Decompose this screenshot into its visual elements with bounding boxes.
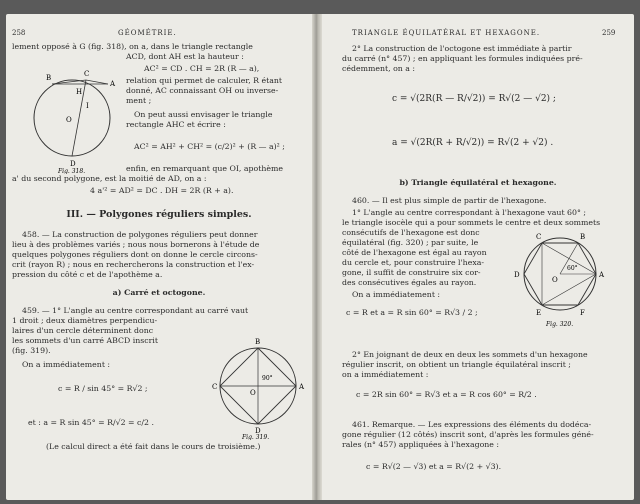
text-line: crit (rayon R) ; nous en rechercherons la construction et l'ex- <box>12 260 255 269</box>
text-line: a' du second polygone, est la moitié de AD, on a : <box>12 174 207 183</box>
text-line: cédemment, on a : <box>342 64 416 73</box>
angle-label: 90° <box>262 375 273 382</box>
label-d: D <box>514 271 520 279</box>
text-line: ment ; <box>126 96 152 105</box>
text-line: ACD, dont AH est la hauteur : <box>126 52 244 61</box>
equation: c = R / sin 45° = R√2 ; <box>58 384 148 393</box>
running-head-left: GÉOMÉTRIE. <box>118 29 177 37</box>
text-line: pression du côté c et de l'apothème a. <box>12 270 163 279</box>
text-line: du carré (n° 457) ; en appliquant les formules indiquées pré- <box>342 54 583 63</box>
angle-label: 60° <box>567 265 578 272</box>
text-line: gone, il suffit de construire six cor- <box>342 268 481 277</box>
text-line: quelques polygones réguliers dont on donne le cercle circons- <box>12 250 258 259</box>
equation: AC² = CD . CH = 2R (R — a), <box>144 64 260 73</box>
subsection-title: b) Triangle équilatéral et hexagone. <box>399 178 557 187</box>
text-line: 461. Remarque. — Les expressions des éléments du dodéca- <box>352 420 592 429</box>
label-b: B <box>46 74 52 82</box>
text-line: régulier inscrit, on obtient un triangle équilatéral inscrit ; <box>342 360 571 369</box>
figure-caption: Fig. 319. <box>242 434 270 440</box>
text-line: 459. — 1° L'angle au centre correspondant au carré vaut <box>22 306 249 315</box>
label-o: O <box>250 389 256 397</box>
figure-320 <box>510 224 612 330</box>
equation: 4 a'² = AD² = DC . DH = 2R (R + a). <box>90 186 234 195</box>
book-gutter <box>312 14 322 500</box>
label-c: C <box>84 70 90 78</box>
text-line: lement opposé à G (fig. 318), on a, dans le triangle rectangle <box>12 42 253 51</box>
equation: AC² = AH² + CH² = (c/2)² + (R — a)² ; <box>134 142 285 151</box>
text-line: rectangle AHC et écrire : <box>126 120 226 129</box>
text-line: 458. — La construction de polygones réguliers peut donner <box>22 230 258 239</box>
text-line: gone régulier (12 côtés) inscrit sont, d'après les formules géné- <box>342 430 594 439</box>
section-title: III. — Polygones réguliers simples. <box>66 209 252 220</box>
equation: c = 2R sin 60° = R√3 et a = R cos 60° = R/2 . <box>356 390 537 399</box>
equation: c = R et a = R sin 60° = R√3 / 2 ; <box>346 308 478 317</box>
text-line: On peut aussi envisager le triangle <box>134 110 273 119</box>
label-o: O <box>66 116 72 124</box>
label-a: A <box>599 271 605 279</box>
text-line: consécutifs de l'hexagone est donc <box>342 228 480 237</box>
text-line: 1 droit ; deux diamètres perpendicu- <box>12 316 158 325</box>
equation: c = √(2R(R — R/√2)) = R√(2 — √2) ; <box>392 94 556 104</box>
left-page <box>6 14 312 500</box>
label-o: O <box>552 276 558 284</box>
equation: et : a = R sin 45° = R/√2 = c/2 . <box>28 418 154 427</box>
text-line: 1° L'angle au centre correspondant à l'hexagone vaut 60° ; <box>352 208 586 217</box>
page-number-right: 259 <box>602 29 616 37</box>
page-number-left: 258 <box>12 29 26 37</box>
running-head-right: TRIANGLE ÉQUILATÉRAL ET HEXAGONE. <box>352 29 541 37</box>
text-line: du cercle et, pour construire l'hexa- <box>342 258 485 267</box>
text-line: les sommets d'un carré ABCD inscrit <box>12 336 158 345</box>
figure-319 <box>212 334 308 440</box>
text-line: laires d'un cercle déterminent donc <box>12 326 154 335</box>
label-e: E <box>536 309 542 317</box>
text-line: côté de l'hexagone est égal au rayon <box>342 248 487 257</box>
label-c: C <box>212 383 218 391</box>
text-line: 2° La construction de l'octogone est immédiate à partir <box>352 44 572 53</box>
equation: a = √(2R(R + R/√2)) = R√(2 + √2) . <box>392 138 554 148</box>
text-line: enfin, en remarquant que OI, apothème <box>126 164 283 173</box>
text-line: lieu à des problèmes variés ; nous nous bornerons à l'étude de <box>12 240 260 249</box>
figure-318 <box>24 66 120 174</box>
label-i: I <box>86 102 89 110</box>
text-line: 460. — Il est plus simple de partir de l'hexagone. <box>352 196 547 205</box>
text-line: rales (n° 457) appliquées à l'hexagone : <box>342 440 500 449</box>
text-line: donné, AC connaissant OH ou inverse- <box>126 86 279 95</box>
text-line: (fig. 319). <box>12 346 51 355</box>
label-f: F <box>580 309 585 317</box>
figure-caption: Fig. 318. <box>58 168 86 174</box>
text-line: équilatéral (fig. 320) ; par suite, le <box>342 238 479 247</box>
side-ca <box>86 80 108 84</box>
text-line: on a immédiatement : <box>342 370 429 379</box>
label-a: A <box>110 80 116 88</box>
label-c: C <box>536 233 542 241</box>
text-line: 2° En joignant de deux en deux les sommets d'un hexagone <box>352 350 588 359</box>
subsection-title: a) Carré et octogone. <box>112 288 206 297</box>
label-d: D <box>255 427 261 435</box>
label-b: B <box>580 233 586 241</box>
text-line: On a immédiatement : <box>22 360 111 369</box>
text-line: des consécutives égales au rayon. <box>342 278 477 287</box>
text-line: le triangle isocèle qui a pour sommets le centre et deux sommets <box>342 218 601 227</box>
label-h: H <box>76 88 83 96</box>
text-line: relation qui permet de calculer, R étant <box>126 76 283 85</box>
label-a: A <box>299 383 305 391</box>
circumcircle <box>34 80 110 156</box>
right-page <box>322 14 634 500</box>
text-line: On a immédiatement : <box>352 290 441 299</box>
label-d: D <box>70 160 76 168</box>
text-line: (Le calcul direct a été fait dans le cours de troisième.) <box>46 442 261 451</box>
figure-caption: Fig. 320. <box>546 321 574 328</box>
equation: c = R√(2 — √3) et a = R√(2 + √3). <box>366 462 502 471</box>
label-b: B <box>255 338 261 346</box>
